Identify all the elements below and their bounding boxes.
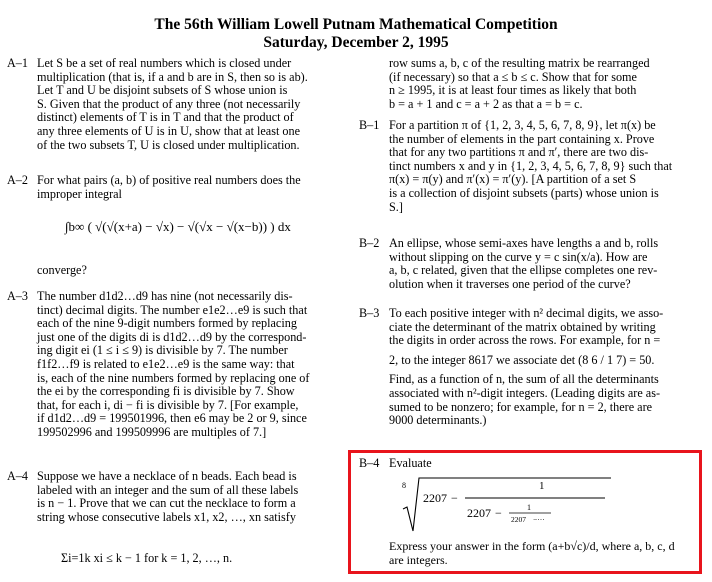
line: just one of the digits di is d1d2…d9 by the correspond- (37, 329, 307, 344)
line: is n − 1. Prove that we can cut the necklace to form a (37, 496, 296, 511)
problem-text (389, 307, 683, 428)
problem-label: A–1 (7, 56, 28, 70)
line: 9000 determinants.) (389, 413, 487, 428)
b4-radical-svg (401, 475, 661, 537)
line: labeled with an integer and the sum of all these labels (37, 482, 299, 497)
cf-one-2: 1 (527, 503, 531, 512)
line: the ei by the corresponding fi is divisible by 7. Show (37, 384, 295, 399)
line: For a partition π of {1, 2, 3, 4, 5, 6, 7, 8, 9}, let π(x) be (389, 118, 656, 132)
b4-closing-line1: Express your answer in the form (a+b√c)/d, where a, b, c, d (389, 539, 675, 553)
problem-label: B–1 (359, 118, 380, 132)
exam-date: Saturday, December 2, 1995 (263, 34, 449, 51)
line: olution when it traverses one period of the curve? (389, 276, 631, 291)
problem-text (389, 119, 683, 214)
problem-text (37, 174, 337, 201)
line: S.] (389, 199, 403, 214)
line: is, each of the nine numbers formed by replacing one of (37, 370, 310, 385)
line: row sums a, b, c of the resulting matrix be rearranged (389, 56, 650, 70)
line: The number d1d2…d9 has nine (not necessarily dis- (37, 289, 293, 303)
problem-label: A–3 (7, 289, 28, 303)
line: of the two subsets T, U is closed under multiplication. (37, 137, 300, 152)
radical-index: 8 (402, 481, 406, 490)
cf-dots: −··· (533, 515, 545, 524)
line: multiplication (that is, if a and b are in S, then so is ab). (37, 69, 308, 84)
line: π(x) = π(y) and π′(x) = π′(y). [A partition of a set S (389, 172, 637, 187)
line: f1f2…f9 is related to e1e2…e9 is the same way: that (37, 356, 295, 371)
line: An ellipse, whose semi-axes have lengths a and b, rolls (389, 236, 659, 250)
line: distinct) elements of T is in T and that the product of (37, 110, 294, 125)
line: is a collection of disjoint subsets (parts) whose union is (389, 185, 659, 200)
problem-label: B–4 (359, 456, 380, 470)
line: that for any two partitions π and π′, there are two dis- (389, 145, 649, 160)
line: string whose consecutive labels x1, x2, …, xn satisfy (37, 509, 296, 524)
line: n ≥ 1995, it is at least four times as likely that both (389, 83, 637, 98)
line: Let T and U be disjoint subsets of S whose union is (37, 83, 288, 98)
line: b = a + 1 and c = a + 2 as that a = b = c. (389, 96, 583, 111)
line: the digits in order across the rows. For example, for n = (389, 333, 661, 348)
problem-label: A–2 (7, 173, 28, 187)
a2-after: converge? (37, 263, 87, 277)
a3-continuation (389, 57, 683, 111)
b4-intro: Evaluate (389, 456, 432, 470)
problem-text (37, 470, 337, 524)
line: if d1d2…d9 = 199501996, then e6 may be 2 or 9, since (37, 411, 307, 426)
problem-label: B–3 (359, 306, 380, 320)
problem-label: A–4 (7, 469, 28, 483)
line: To each positive integer with n² decimal digits, we asso- (389, 306, 664, 320)
problem-label: B–2 (359, 236, 380, 250)
line: ing digit ei (1 ≤ i ≤ 9) is divisible by 7. The number (37, 343, 288, 358)
line: sumed to be nonzero; for example, for n = 2, there are (389, 399, 653, 414)
line: Let S be a set of real numbers which is closed under (37, 56, 292, 70)
problem-text (37, 290, 337, 440)
line: Find, as a function of n, the sum of all the determinants (389, 372, 659, 387)
problem-text (389, 457, 679, 471)
line: tinct) decimal digits. The number e1e2…e9 is such that (37, 302, 308, 317)
exam-title: The 56th William Lowell Putnam Mathematical Competition (154, 16, 558, 33)
line: Suppose we have a necklace of n beads. Each bead is (37, 469, 297, 483)
line: For what pairs (a, b) of positive real numbers does the (37, 173, 301, 187)
line: improper integral (37, 186, 122, 201)
line: 199502996 and 199509996 are multiples of 7.] (37, 424, 267, 439)
line: each of the nine 9-digit numbers formed by replacing (37, 316, 297, 331)
cf-term-1: 2207 (423, 491, 447, 505)
a4-sum-formula: Σi=1k xi ≤ k − 1 for k = 1, 2, …, n. (61, 551, 233, 565)
cf-one-1: 1 (539, 480, 545, 492)
line: any three elements of U is in U, show that at least one (37, 123, 300, 138)
b4-closing-line2: are integers. (389, 553, 448, 567)
line: (if necessary) so that a ≤ b ≤ c. Show that for some (389, 69, 637, 84)
minus-sign: − (495, 506, 502, 520)
minus-sign: − (451, 491, 458, 505)
line: without slipping on the curve y = c sin(x/a). How are (389, 249, 648, 264)
b4-closing (389, 539, 689, 567)
line: a, b, c related, given that the ellipse completes one rev- (389, 263, 658, 278)
line: S. Given that the product of any three (not necessarily (37, 96, 301, 111)
line: the number of elements in the part containing x. Prove (389, 131, 655, 146)
line: that, for each i, di − fi is divisible by 7. [For example, (37, 397, 299, 412)
cf-term-2: 2207 (467, 506, 491, 520)
line: 2, to the integer 8617 we associate det (8 6 / 1 7) = 50. (389, 352, 655, 367)
problem-text (389, 237, 683, 291)
a2-integral: ∫b∞ ( √(√(x+a) − √x) − √(√x − √(x−b)) ) dx (65, 219, 291, 234)
problem-text (37, 57, 337, 152)
line: ciate the determinant of the matrix obtained by writing (389, 319, 656, 334)
line: associated with n²-digit integers. (Leading digits are as- (389, 385, 661, 400)
line: tinct numbers x and y in {1, 2, 3, 4, 5, 6, 7, 8, 9} such that (389, 158, 673, 173)
cf-term-3: 2207 (511, 515, 526, 524)
